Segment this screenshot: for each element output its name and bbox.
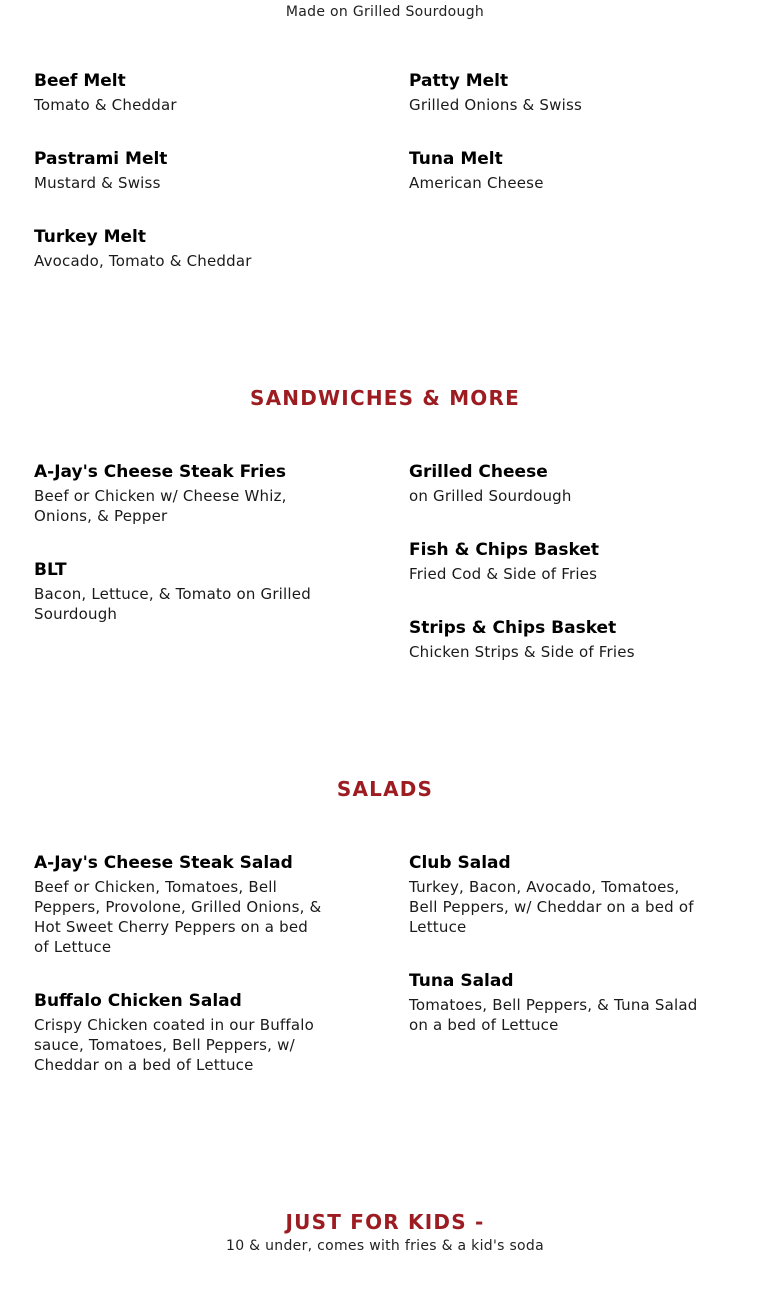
menu-item-description: Grilled Onions & Swiss: [409, 96, 583, 114]
menu-item-name: Buffalo Chicken Salad: [34, 991, 242, 1011]
menu-item-description: Fried Cod & Side of Fries: [409, 565, 598, 583]
menu-item-description: Turkey, Bacon, Avocado, Tomatoes, Bell Peppers, w/ Cheddar on a bed of Lettuce: [409, 878, 694, 936]
menu-item: [34, 990, 324, 1075]
menu-item: [34, 461, 324, 526]
kids-subtitle: 10 & under, comes with fries & a kid's soda: [226, 1238, 544, 1254]
menu-item: [34, 70, 324, 115]
menu-item: [409, 617, 699, 662]
menu-item-name: Tuna Melt: [409, 149, 503, 169]
menu-item-description: Bacon, Lettuce, & Tomato on Grilled Sourdough: [34, 585, 311, 623]
menu-item-description: Beef or Chicken, Tomatoes, Bell Peppers, Provolone, Grilled Onions, & Hot Sweet Cherry Peppers on a bed of Lettuce: [34, 878, 322, 956]
section-heading-salads: SALADS: [336, 777, 434, 801]
menu-item-description: Chicken Strips & Side of Fries: [409, 643, 635, 661]
menu-item-description: Tomato & Cheddar: [34, 96, 177, 114]
menu-item-name: BLT: [34, 560, 67, 580]
menu-item-name: Fish & Chips Basket: [409, 540, 599, 560]
menu-item-name: Pastrami Melt: [34, 149, 168, 169]
menu-item-name: Strips & Chips Basket: [409, 618, 617, 638]
menu-item-name: A-Jay's Cheese Steak Fries: [34, 462, 286, 482]
menu-item-description: Crispy Chicken coated in our Buffalo sauce, Tomatoes, Bell Peppers, w/ Cheddar on a bed of Lettuce: [34, 1016, 315, 1074]
menu-item-name: Patty Melt: [409, 71, 509, 91]
menu-item-description: Beef or Chicken w/ Cheese Whiz, Onions, & Pepper: [34, 487, 287, 525]
melts-subtitle: Made on Grilled Sourdough: [285, 4, 485, 20]
section-heading-kids: JUST FOR KIDS -: [285, 1210, 485, 1234]
menu-item-description: American Cheese: [409, 174, 544, 192]
menu-item: [34, 226, 324, 271]
menu-item: [34, 559, 324, 624]
menu-item-name: Turkey Melt: [34, 227, 146, 247]
menu-item-name: Grilled Cheese: [409, 462, 548, 482]
menu-item: [409, 70, 699, 115]
section-heading-sandwiches: SANDWICHES & MORE: [250, 386, 520, 410]
menu-item-name: Tuna Salad: [409, 971, 514, 991]
menu-item-name: Club Salad: [409, 853, 511, 873]
menu-item-description: Mustard & Swiss: [34, 174, 161, 192]
menu-item: [34, 852, 324, 957]
menu-item: [409, 970, 699, 1035]
menu-item: [409, 148, 699, 193]
menu-item: [409, 461, 699, 506]
menu-item: [409, 539, 699, 584]
menu-item-name: Beef Melt: [34, 71, 126, 91]
menu-item-description: Tomatoes, Bell Peppers, & Tuna Salad on a bed of Lettuce: [409, 996, 698, 1034]
menu-item-name: A-Jay's Cheese Steak Salad: [34, 853, 293, 873]
menu-item: [34, 148, 324, 193]
menu-item-description: on Grilled Sourdough: [409, 487, 572, 505]
menu-item-description: Avocado, Tomato & Cheddar: [34, 252, 252, 270]
menu-item: [409, 852, 699, 937]
